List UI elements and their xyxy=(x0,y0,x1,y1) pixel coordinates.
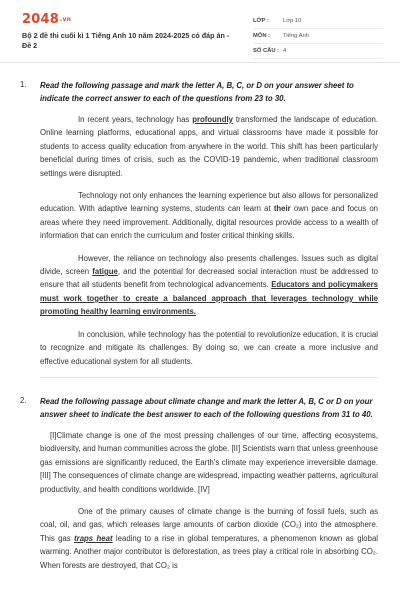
passage-paragraph xyxy=(40,113,378,180)
meta-row-class xyxy=(253,14,383,29)
meta-row-subject xyxy=(253,29,383,44)
question-prompt: Read the following passage about climate change and mark the letter A, B, C or D on your answer sheet to indicate the best answer to each of the following questions from 31 to 40. xyxy=(40,396,373,419)
reading-passage xyxy=(40,113,378,368)
highlighted-word: their xyxy=(273,204,291,214)
question-number: 2. xyxy=(20,395,27,405)
passage-paragraph xyxy=(40,189,378,243)
text-run: In recent years, technology has xyxy=(78,115,193,124)
text-run: Technology not only enhances the learning experience but also allows for personalized education. With adaptive learning systems, students can learn at xyxy=(40,191,378,214)
reading-passage xyxy=(40,429,378,572)
logo-suffix: .vn xyxy=(59,16,72,23)
question-prompt: Read the following passage and mark the letter A, B, C, or D on your answer sheet to indicate the correct answer to each of the questions from 23 to 30. xyxy=(40,81,354,103)
passage-paragraph: In conclusion, while technology has the potential to revolutionize education, it is crucial to recognize and mitigate its challenges. By doing so, we can create a more inclusive and effective educational system for all students. xyxy=(40,329,378,366)
meta-value: Tiếng Anh xyxy=(283,33,309,39)
site-logo[interactable] xyxy=(22,12,71,27)
question-1 xyxy=(0,62,400,378)
meta-key: MÔN : xyxy=(253,33,271,39)
text-run: transformed the landscape of education. Online learning platforms, educational apps, and virtual classrooms have made it possible for students to access quality education from anywhere in the world. This shift has been particularly beneficial during times of crisis, such as the COVID-19 pandemic, when traditional classroom settings were disrupted. xyxy=(40,115,378,178)
highlighted-sentence: Educators and policymakers must work together to create a balanced approach that leverages technology while promoting healthy learning environments. xyxy=(40,280,378,317)
question-number: 1. xyxy=(20,80,27,89)
text-run: own pace and focus on areas where they need improvement. Additionally, digital resources provide access to a wealth of information that can enrich the curriculum and foster critical thinking skills. xyxy=(40,204,379,241)
question-2 xyxy=(0,378,400,572)
text-run: , and the potential for decreased social interaction must be addressed to ensure that all students benefit from technological advancements. xyxy=(40,267,378,290)
meta-value: Lớp 10 xyxy=(283,18,302,24)
text-run: leading to a rise in global temperatures, a phenomenon known as global warming. Another major contributor is deforestation, as trees play a critical role in absorbing CO₂. When forests are destroyed, that CO₂ is xyxy=(40,533,379,570)
questions-content xyxy=(0,62,400,581)
exam-title: Bộ 2 đề thi cuối kì 1 Tiếng Anh 10 năm 2024-2025 có đáp án - Đề 2 xyxy=(22,31,230,50)
logo-main: 2048 xyxy=(22,12,59,27)
highlighted-word: profoundly xyxy=(192,115,233,124)
meta-key: LỚP : xyxy=(253,18,269,24)
passage-paragraph: [I]Climate change is one of the most pressing challenges of our time, affecting ecosystems, biodiversity, and human communities across the globe. [II] Scientists warn that unless greenhouse gas emissions are significantly reduced, the Earth's climate may experience irreversible damage. [III] The consequences of climate change are widespread, impacting weather patterns, agricultural productivity, and health conditions worldwide. [IV] xyxy=(40,430,378,494)
passage-paragraph xyxy=(40,505,378,572)
page-header xyxy=(0,0,400,63)
text-run: One of the primary causes of climate change is the burning of fossil fuels, such as coal, oil, and gas, which releases large amounts of carbon dioxide (CO₂) into the atmosphere. This gas xyxy=(40,506,378,543)
highlighted-word: fatigue xyxy=(92,267,118,277)
passage-paragraph xyxy=(40,252,378,319)
meta-value: 4 xyxy=(283,48,287,54)
highlighted-word: traps heat xyxy=(74,533,113,543)
text-run: However, the reliance on technology also presents challenges. Issues such as digital divide, screen xyxy=(40,253,378,277)
meta-key: SỐ CÂU : xyxy=(253,48,280,54)
meta-row-count xyxy=(253,44,383,59)
exam-meta xyxy=(253,14,383,59)
